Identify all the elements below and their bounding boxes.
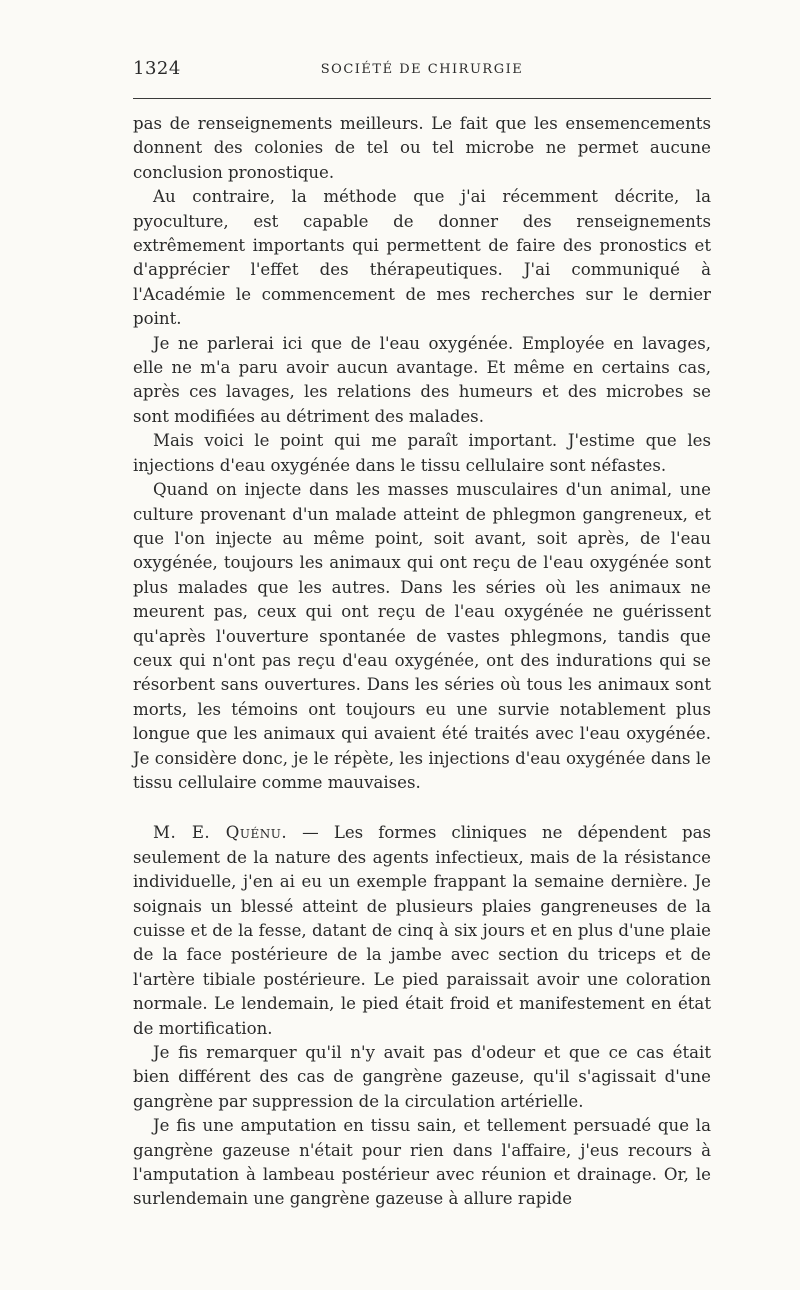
speaker-paragraph — [133, 821, 711, 1041]
paragraph: Mais voici le point qui me paraît important. J'estime que les injections d'eau oxygénée dans le tissu cellulaire sont néfastes. — [133, 431, 711, 475]
paragraph: pas de renseignements meilleurs. Le fait que les ensemencements donnent des colonies de tel ou tel microbe ne permet aucune conclusion pronostique. — [133, 114, 711, 182]
body-text — [133, 112, 711, 1212]
paragraph: Je fis remarquer qu'il n'y avait pas d'odeur et que ce cas était bien différent des cas de gangrène gazeuse, qu'il s'agissait d'une gangrène par suppression de la circulation artérielle. — [133, 1043, 711, 1111]
page-header — [133, 58, 711, 86]
speaker-text: — Les formes cliniques ne dépendent pas seulement de la nature des agents infectieux, mais de la résistance individuelle, j'en ai eu un exemple frappant la semaine dernière. Je soignais un blessé atteint de plusieurs plaies gangreneuses de la cuisse et de la fesse, datant de cinq à six jours et en plus d'une plaie de la face postérieure de la jambe avec section du triceps et de l'artère tibiale postérieure. Le pied paraissait avoir une coloration normale. Le lendemain, le pied était froid et manifestement en état de mortification. — [133, 823, 711, 1038]
running-head: SOCIÉTÉ DE CHIRURGIE — [320, 62, 524, 77]
paragraph: Je fis une amputation en tissu sain, et tellement persuadé que la gangrène gazeuse n'était pour rien dans l'affaire, j'eus recours à l'amputation à lambeau postérieur avec réunion et drainage. Or, le surlendemain une gangrène gazeuse à allure rapide — [133, 1116, 711, 1209]
paragraph: Je ne parlerai ici que de l'eau oxygénée. Employée en lavages, elle ne m'a paru avoir aucun avantage. Et même en certains cas, après ces lavages, les relations des humeurs et des microbes se sont modifiées au détriment des malades. — [133, 333, 711, 426]
speaker-name: M. E. Quénu. — [153, 823, 288, 843]
paragraph: Au contraire, la méthode que j'ai récemment décrite, la pyoculture, est capable de donner des renseignements extrêmement importants qui permettent de faire des pronostics et d'apprécier l'effet des thérapeutiques. J'ai communiqué à l'Académie le commencement de mes recherches sur le dernier point. — [133, 187, 711, 329]
header-rule — [133, 98, 711, 99]
page-number: 1324 — [133, 58, 181, 79]
paragraph: Quand on injecte dans les masses musculaires d'un animal, une culture provenant d'un malade atteint de phlegmon gangreneux, et que l'on injecte au même point, soit avant, soit après, de l'eau oxygénée, toujours les animaux qui ont reçu de l'eau oxygénée sont plus malades que les autres. Dans les séries où les animaux ne meurent pas, ceux qui ont reçu de l'eau oxygénée ne guérissent qu'après l'ouverture spontanée de vastes phlegmons, tandis que ceux qui n'ont pas reçu d'eau oxygénée, ont des indurations qui se résorbent sans ouvertures. Dans les séries où tous les animaux sont morts, les témoins ont toujours eu une survie notablement plus longue que les animaux qui avaient été traités avec l'eau oxygénée. Je considère donc, je le répète, les injections d'eau oxygénée dans le tissu cellulaire comme mauvaises. — [133, 480, 711, 792]
